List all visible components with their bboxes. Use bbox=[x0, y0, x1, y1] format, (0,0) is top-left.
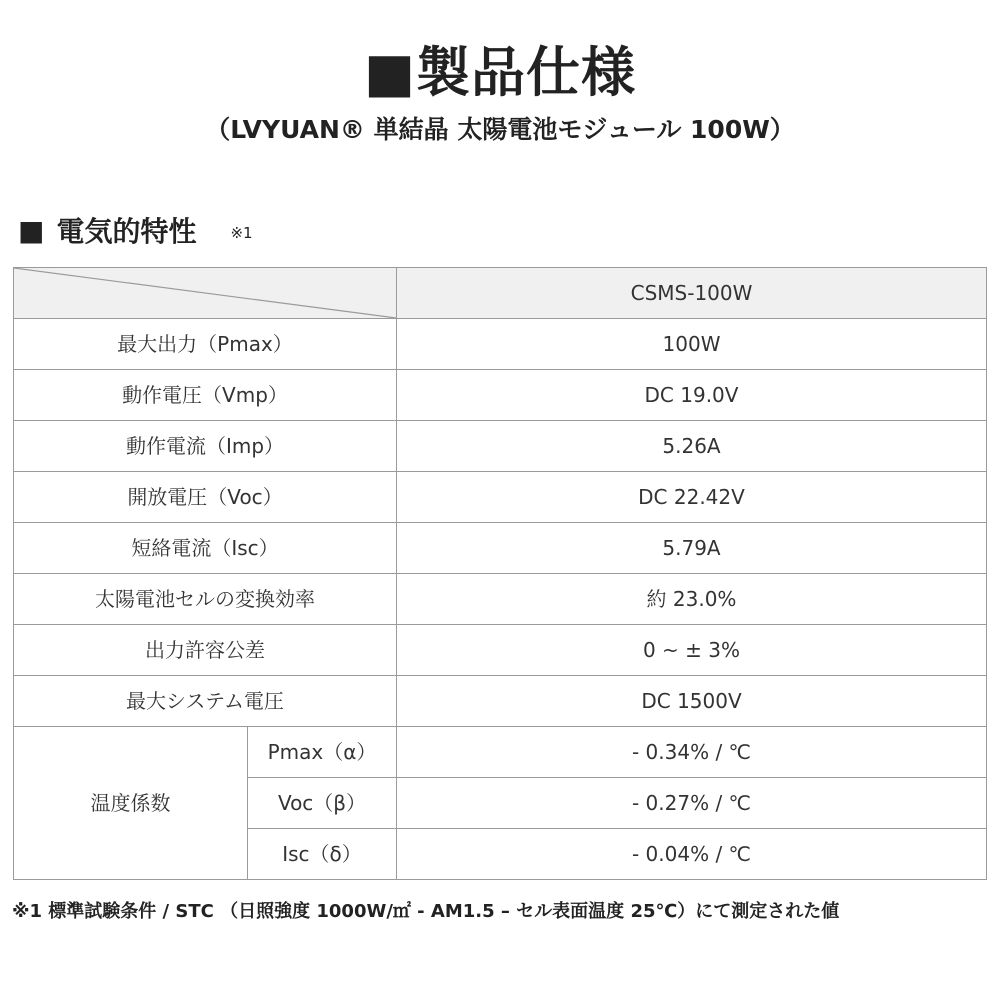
row-value: DC 1500V bbox=[397, 676, 987, 727]
footnote: ※1 標準試験条件 / STC （日照強度 1000W/㎡ - AM1.5 – セル表面温度 25℃）にて測定された値 bbox=[12, 901, 840, 922]
row-value: 0 ~ ± 3% bbox=[397, 625, 987, 676]
row-label: 動作電流（Imp） bbox=[14, 421, 397, 472]
row-value: DC 22.42V bbox=[397, 472, 987, 523]
row-value: 100W bbox=[397, 319, 987, 370]
row-value: - 0.34% / ℃ bbox=[397, 727, 987, 778]
header-corner-cell bbox=[14, 268, 397, 319]
table-row bbox=[14, 370, 987, 421]
table-row bbox=[14, 676, 987, 727]
row-label: 短絡電流（Isc） bbox=[14, 523, 397, 574]
table-row bbox=[14, 472, 987, 523]
page-title: ■製品仕様 bbox=[363, 41, 637, 104]
diagonal-divider bbox=[14, 268, 396, 318]
row-sublabel: Voc（β） bbox=[248, 778, 397, 829]
model-header-cell: CSMS-100W bbox=[397, 268, 987, 319]
row-value: 5.26A bbox=[397, 421, 987, 472]
row-label: 最大出力（Pmax） bbox=[14, 319, 397, 370]
table-row bbox=[14, 523, 987, 574]
row-value: 5.79A bbox=[397, 523, 987, 574]
table-row bbox=[14, 574, 987, 625]
row-label: 出力許容公差 bbox=[14, 625, 397, 676]
row-value: - 0.27% / ℃ bbox=[397, 778, 987, 829]
row-label: 太陽電池セルの変換効率 bbox=[14, 574, 397, 625]
table-header-row bbox=[14, 268, 987, 319]
row-value: DC 19.0V bbox=[397, 370, 987, 421]
section-note: ※1 bbox=[230, 224, 253, 242]
row-sublabel: Pmax（α） bbox=[248, 727, 397, 778]
table-row bbox=[14, 319, 987, 370]
spec-table bbox=[13, 267, 987, 880]
temperature-group-label: 温度係数 bbox=[14, 727, 248, 880]
page-subtitle: （LVYUAN® 単結晶 太陽電池モジュール 100W） bbox=[205, 115, 795, 144]
table-row bbox=[14, 625, 987, 676]
row-label: 動作電圧（Vmp） bbox=[14, 370, 397, 421]
table-row bbox=[14, 727, 987, 778]
row-value: 約 23.0% bbox=[397, 574, 987, 625]
section-heading bbox=[18, 208, 253, 252]
row-value: - 0.04% / ℃ bbox=[397, 829, 987, 880]
section-title: 電気的特性 bbox=[56, 215, 197, 248]
row-sublabel: Isc（δ） bbox=[248, 829, 397, 880]
square-bullet-icon: ■ bbox=[18, 213, 45, 247]
table-row bbox=[14, 421, 987, 472]
row-label: 開放電圧（Voc） bbox=[14, 472, 397, 523]
row-label: 最大システム電圧 bbox=[14, 676, 397, 727]
